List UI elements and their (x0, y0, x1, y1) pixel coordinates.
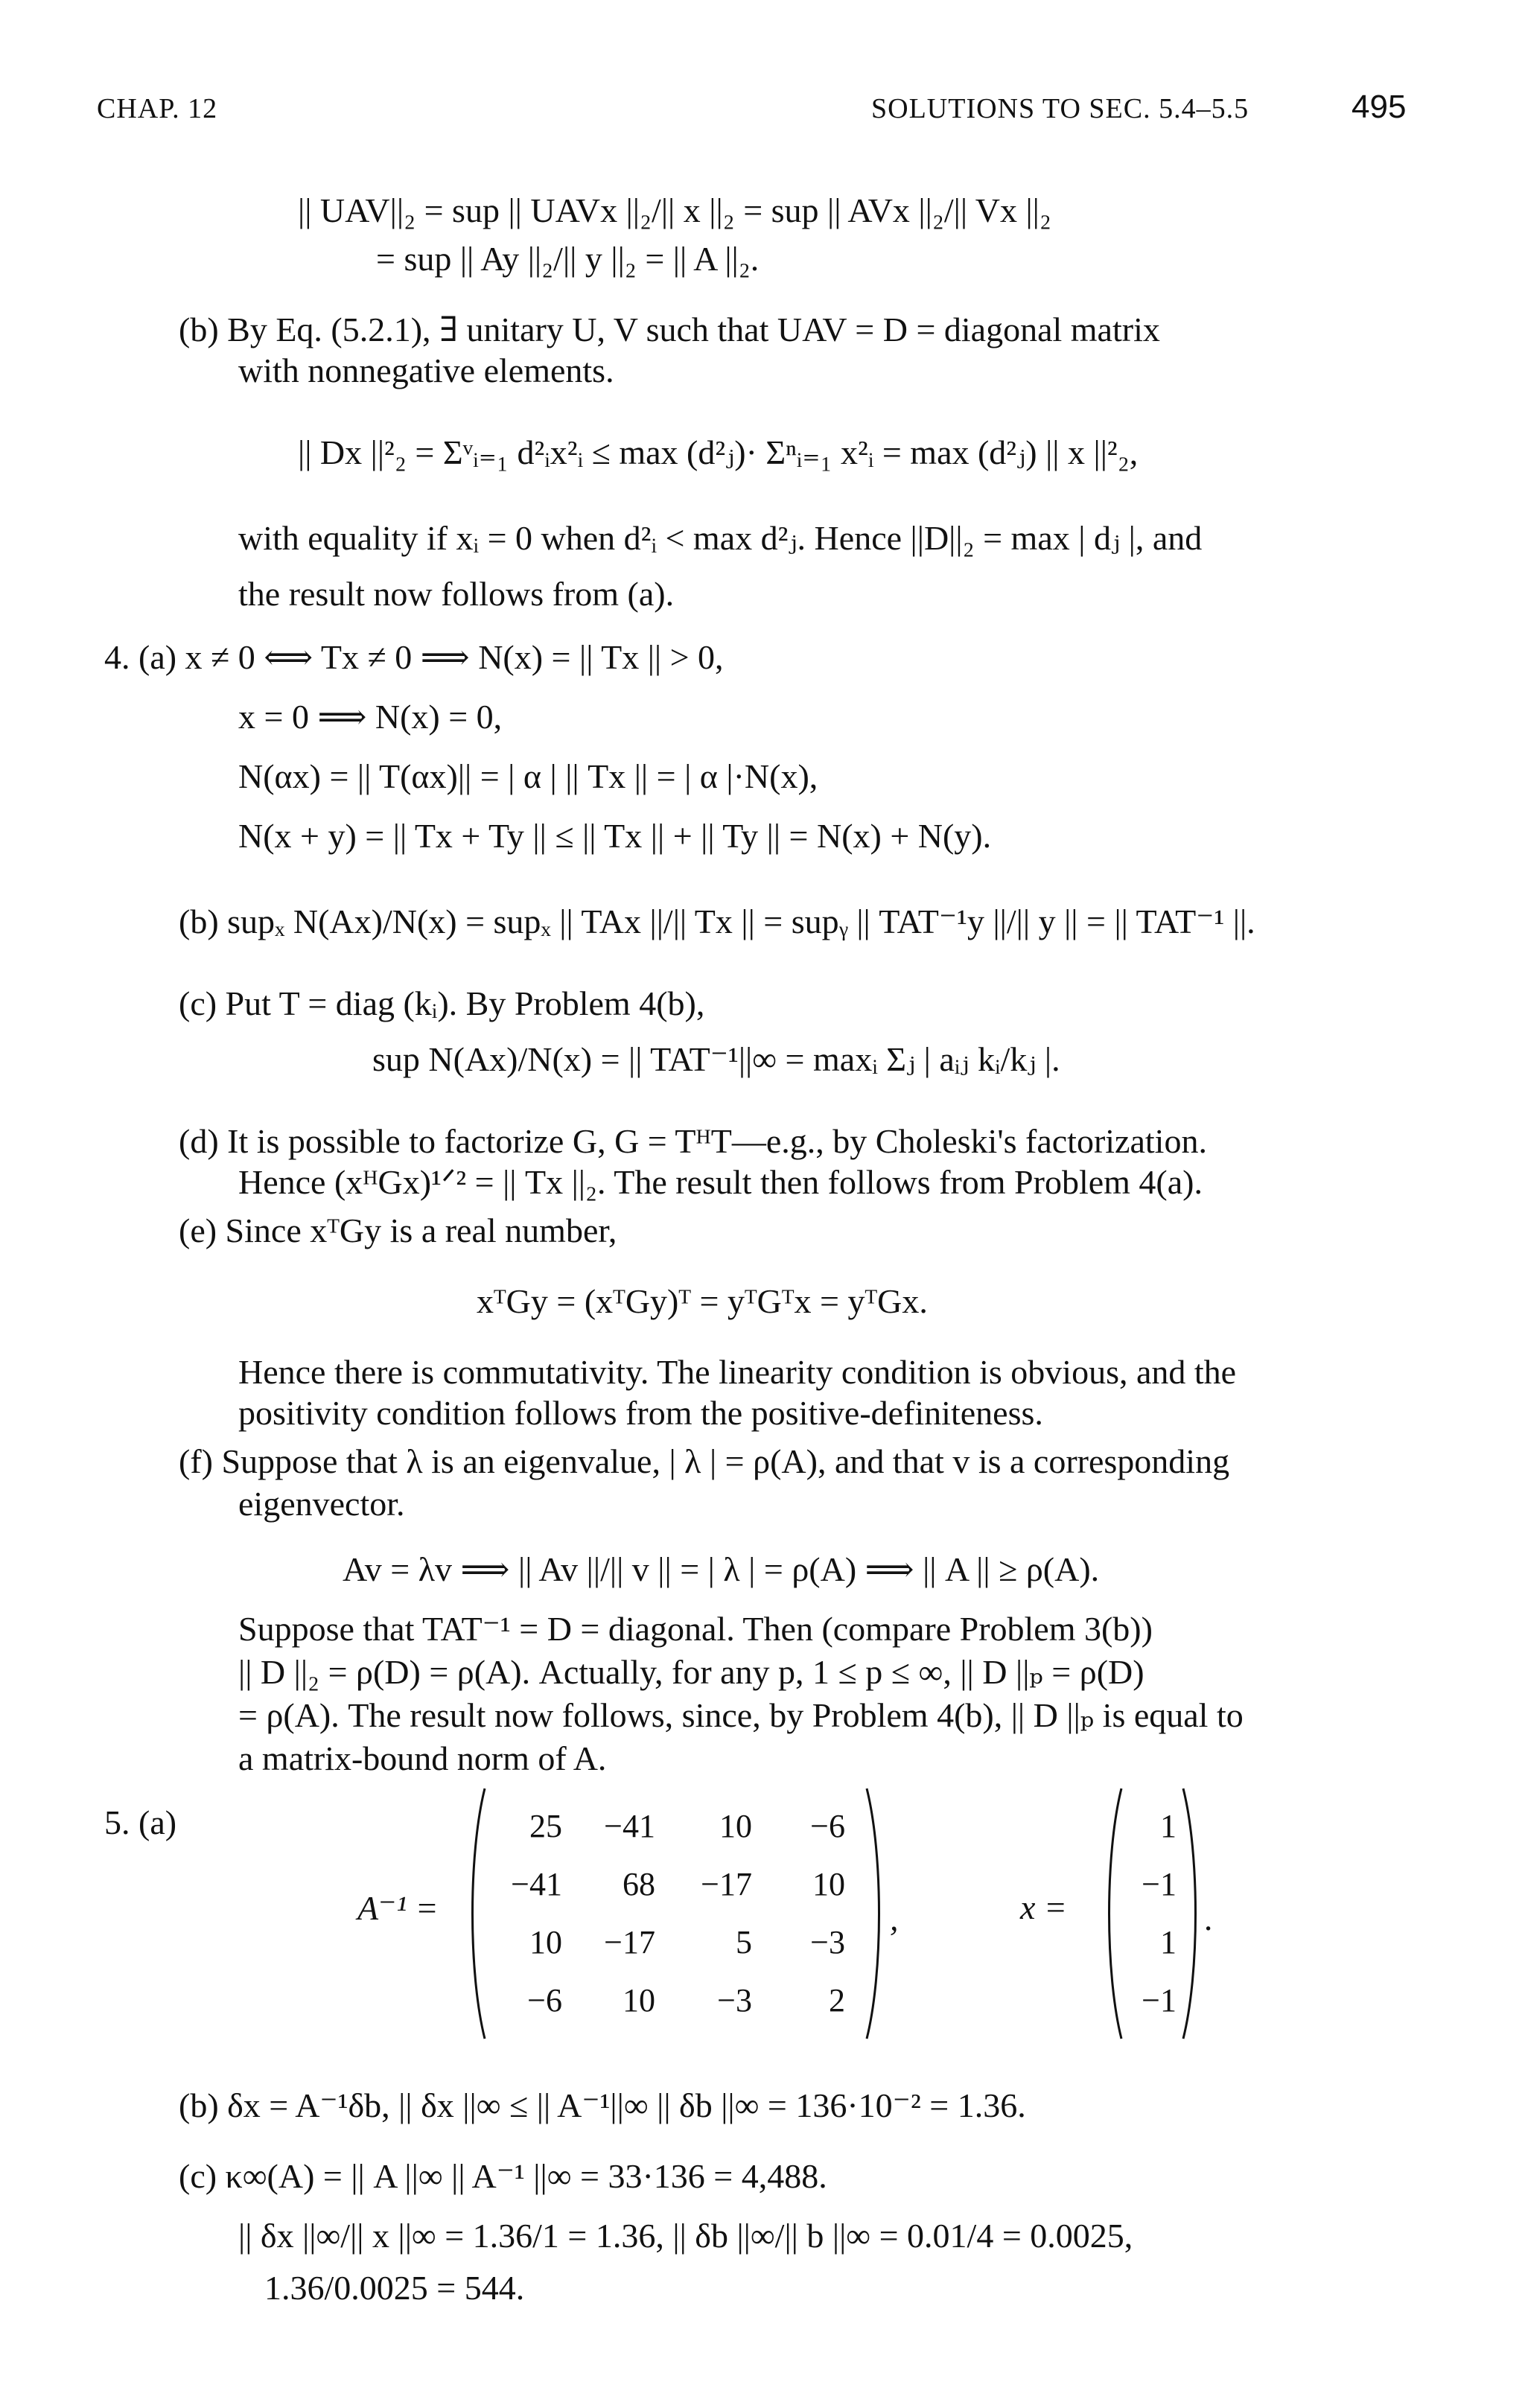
text-line: || UAV||₂ = sup || UAVx ||₂/|| x ||₂ = sup || AVx ||₂/|| Vx ||₂ (298, 191, 1051, 229)
text-line: with nonnegative elements. (238, 351, 614, 389)
text-line: || D ||₂ = ρ(D) = ρ(A). Actually, for any p, 1 ≤ p ≤ ∞, || D ||ₚ = ρ(D) (238, 1653, 1144, 1691)
vector-cell: −1 (1142, 1866, 1177, 1902)
running-title: SOLUTIONS TO SEC. 5.4–5.5 (871, 93, 1249, 124)
vector-cell: 1 (1160, 1808, 1177, 1844)
text-line: N(αx) = || T(αx)|| = | α | || Tx || = | α |·N(x), (238, 757, 818, 795)
text-line: (b) supₓ N(Ax)/N(x) = supₓ || TAx ||/|| Tx || = supᵧ || TAT⁻¹y ||/|| y || = || TAT⁻¹ ||. (179, 902, 1255, 940)
text-line: (e) Since xᵀGy is a real number, (179, 1211, 617, 1249)
text-line: (b) By Eq. (5.2.1), ∃ unitary U, V such that UAV = D = diagonal matrix (179, 310, 1160, 348)
text-line: eigenvector. (238, 1485, 405, 1523)
text-line: 1.36/0.0025 = 544. (264, 2269, 525, 2307)
matrix-cell: −3 (717, 1982, 752, 2019)
vector-cell: 1 (1160, 1924, 1177, 1961)
matrix-cell: 2 (829, 1982, 845, 2019)
right-paren-icon (1180, 1787, 1203, 2040)
text-line: Hence (xᴴGx)¹ᐟ² = || Tx ||₂. The result then follows from Problem 4(a). (238, 1163, 1203, 1201)
text-line: the result now follows from (a). (238, 575, 675, 613)
text-line: Av = λv ⟹ || Av ||/|| v || = | λ | = ρ(A) ⟹ || A || ≥ ρ(A). (343, 1550, 1100, 1588)
text-line: Hence there is commutativity. The linearity condition is obvious, and the (238, 1353, 1237, 1391)
vector-period: . (1205, 1899, 1214, 1937)
matrix-cell: 10 (529, 1924, 562, 1961)
right-paren-icon (864, 1787, 886, 2040)
text-line: = sup || Ay ||₂/|| y ||₂ = || A ||₂. (376, 240, 760, 278)
matrix-block (0, 1787, 1525, 2040)
matrix-cell: 68 (623, 1866, 655, 1902)
left-paren-icon (1102, 1787, 1124, 2040)
matrix-cell: −41 (511, 1866, 562, 1902)
matrix-cell: 10 (719, 1808, 752, 1844)
vector-cell: −1 (1142, 1982, 1177, 2019)
matrix-label: A⁻¹ = (357, 1889, 439, 1927)
matrix-cell: −17 (701, 1866, 752, 1902)
matrix-cell: 25 (529, 1808, 562, 1844)
text-line: N(x + y) = || Tx + Ty || ≤ || Tx || + || Ty || = N(x) + N(y). (238, 817, 992, 855)
text-line: positivity condition follows from the positive-definiteness. (238, 1394, 1043, 1432)
text-line: (b) δx = A⁻¹δb, || δx ||∞ ≤ || A⁻¹||∞ || δb ||∞ = 136·10⁻² = 1.36. (179, 2086, 1026, 2124)
text-line: || δx ||∞/|| x ||∞ = 1.36/1 = 1.36, || δb ||∞/|| b ||∞ = 0.01/4 = 0.0025, (238, 2217, 1133, 2255)
matrix-cell: −6 (527, 1982, 562, 2019)
matrix-comma: , (890, 1899, 899, 1937)
left-paren-icon (465, 1787, 488, 2040)
text-line: || Dx ||²₂ = Σᵛᵢ₌₁ d²ᵢx²ᵢ ≤ max (d²ⱼ)· Σⁿᵢ₌₁ x²ᵢ = max (d²ⱼ) || x ||²₂, (298, 433, 1139, 471)
matrix-cell: 10 (812, 1866, 845, 1902)
text-line: (f) Suppose that λ is an eigenvalue, | λ | = ρ(A), and that v is a corresponding (179, 1442, 1230, 1480)
text-line: 4. (a) x ≠ 0 ⟺ Tx ≠ 0 ⟹ N(x) = || Tx || > 0, (104, 638, 724, 676)
matrix-cell: 10 (623, 1982, 655, 2019)
matrix-cell: −17 (604, 1924, 655, 1961)
matrix-cell: 5 (736, 1924, 752, 1961)
text-line: x = 0 ⟹ N(x) = 0, (238, 698, 503, 736)
text-line: with equality if xᵢ = 0 when d²ᵢ < max d²ⱼ. Hence ||D||₂ = max | dⱼ |, and (238, 519, 1203, 557)
text-line: (c) Put T = diag (kᵢ). By Problem 4(b), (179, 984, 705, 1022)
text-line: sup N(Ax)/N(x) = || TAT⁻¹||∞ = maxᵢ Σⱼ | aᵢⱼ kᵢ/kⱼ |. (372, 1040, 1060, 1078)
matrix-cell: −3 (810, 1924, 845, 1961)
text-line: xᵀGy = (xᵀGy)ᵀ = yᵀGᵀx = yᵀGx. (477, 1282, 928, 1320)
text-line: (c) κ∞(A) = || A ||∞ || A⁻¹ ||∞ = 33·136 = 4,488. (179, 2157, 827, 2195)
matrix-cell: −41 (604, 1808, 655, 1844)
page-number: 495 (1352, 89, 1407, 125)
text-line: 5. (a) (104, 1803, 177, 1841)
text-line: = ρ(A). The result now follows, since, by Problem 4(b), || D ||ₚ is equal to (238, 1696, 1244, 1734)
text-line: Suppose that TAT⁻¹ = D = diagonal. Then (compare Problem 3(b)) (238, 1610, 1153, 1648)
text-line: a matrix-bound norm of A. (238, 1739, 607, 1777)
matrix-cell: −6 (810, 1808, 845, 1844)
vector-x (1124, 1797, 1177, 2030)
vector-label: x = (1020, 1888, 1067, 1926)
text-line: (d) It is possible to factorize G, G = TᴴT—e.g., by Choleski's factorization. (179, 1122, 1207, 1160)
chapter-label: CHAP. 12 (97, 93, 218, 124)
matrix-a-inverse (491, 1797, 845, 2030)
